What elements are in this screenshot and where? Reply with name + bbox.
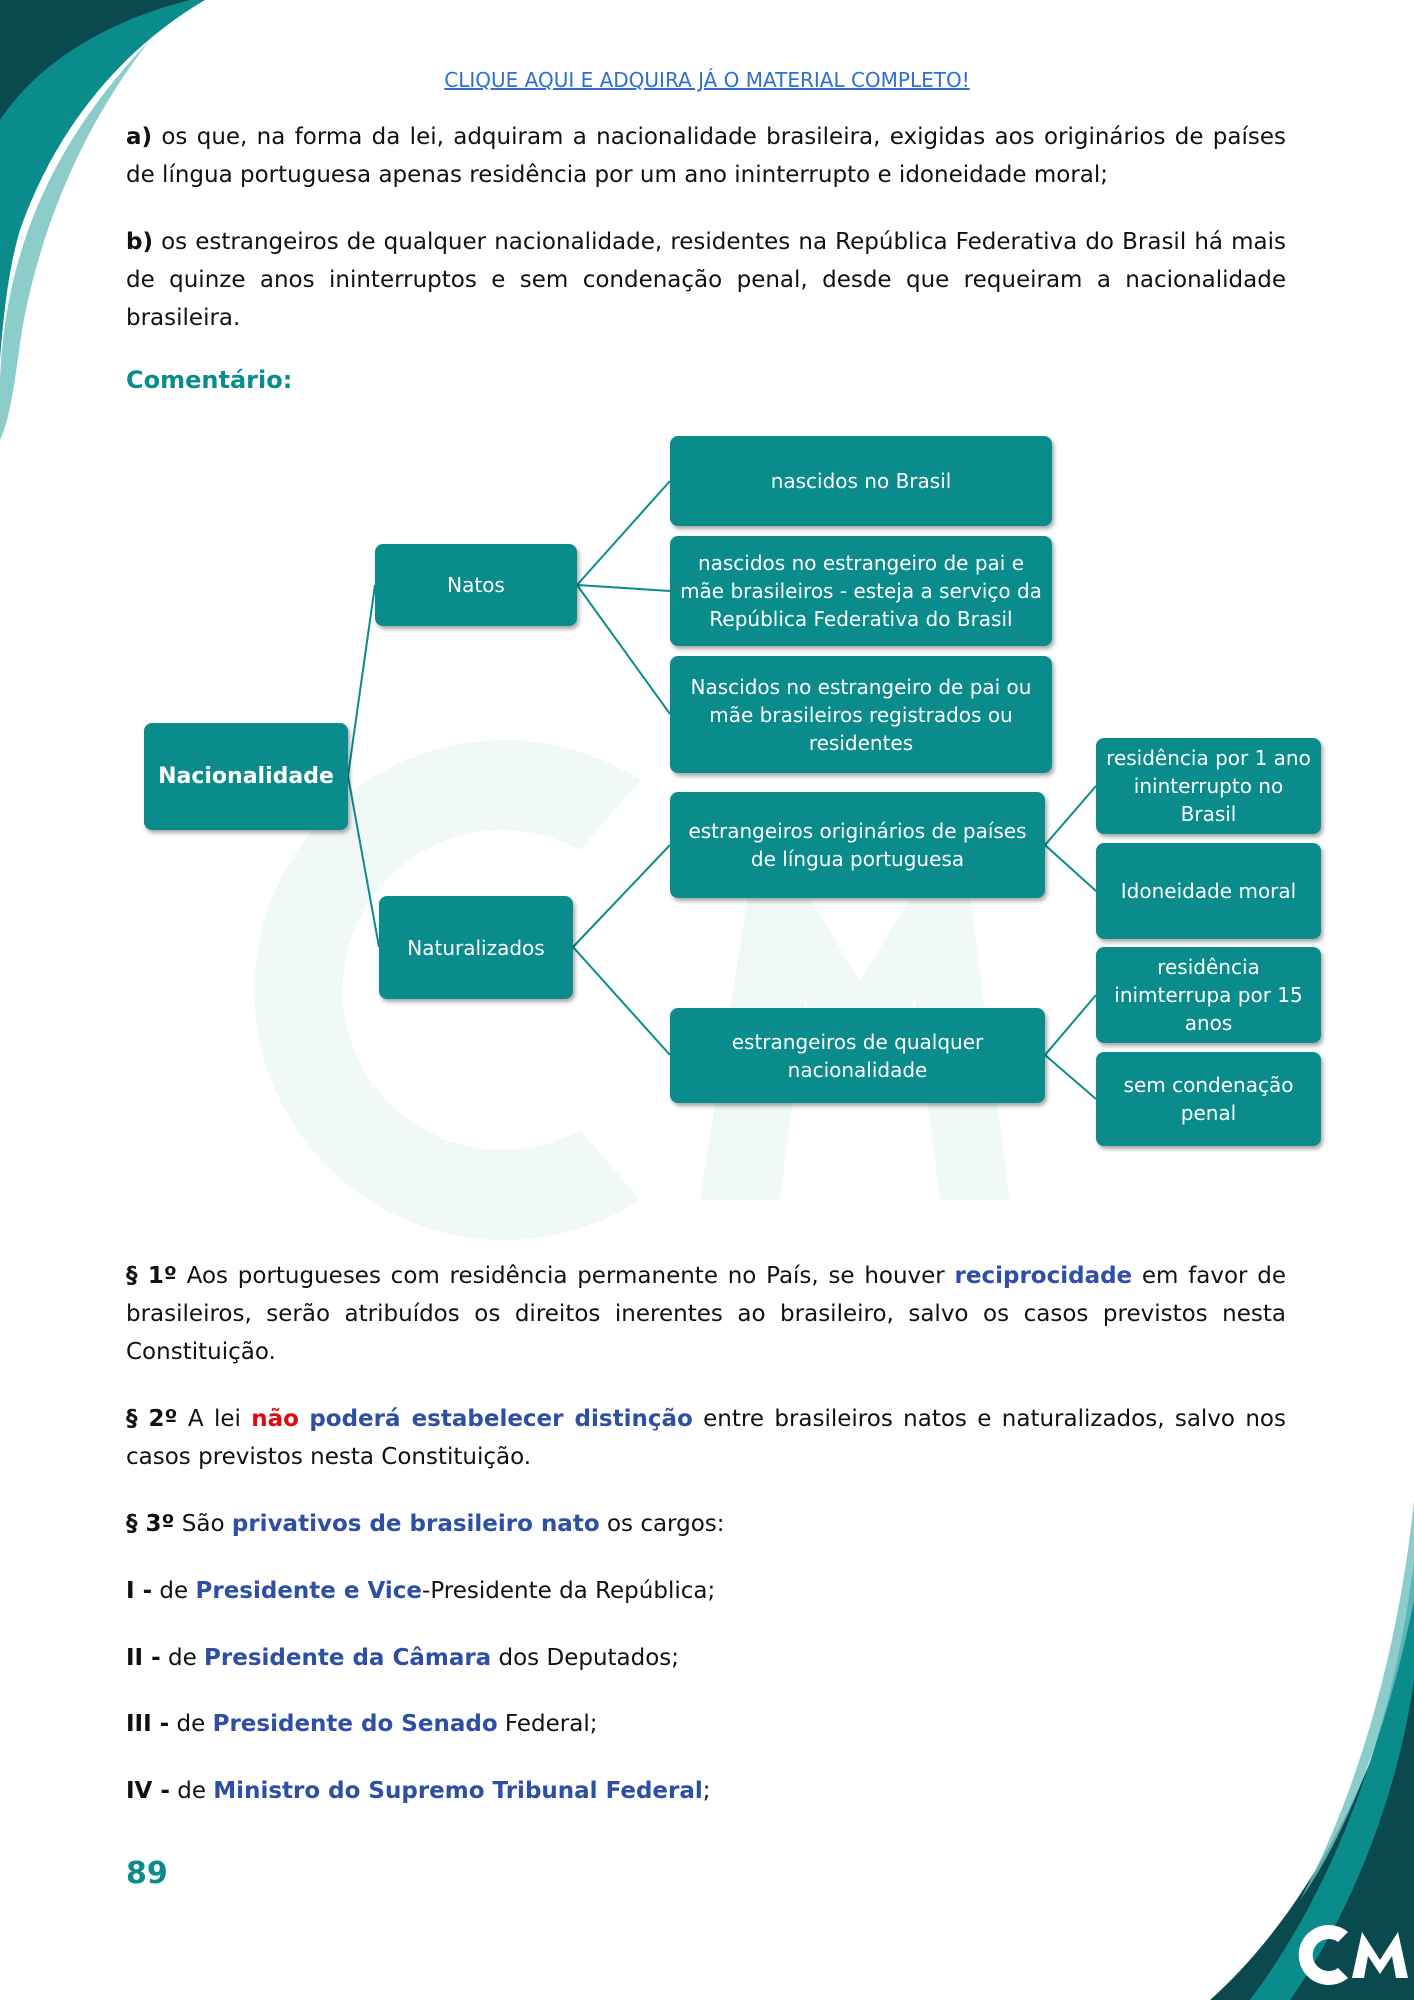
item-a-marker: a) [126,124,153,150]
node-nascidos-estrangeiro-registrados: Nascidos no estrangeiro de pai ou mãe brasileiros registrados ou residentes [670,656,1052,773]
node-sem-condenacao-penal: sem condenação penal [1096,1052,1321,1146]
paragraph-1 [126,1257,1286,1371]
node-nascidos-no-brasil: nascidos no Brasil [670,436,1052,526]
node-natos: Natos [375,544,577,626]
inciso-1-text-2: -Presidente da República; [422,1578,716,1604]
paragraph-3-highlight: privativos de brasileiro nato [231,1511,600,1537]
paragraph-2-space [299,1406,309,1432]
inciso-4-marker: IV - [126,1778,170,1804]
inciso-4-text-1: de [169,1778,214,1804]
paragraph-2-text-1: A lei [177,1406,252,1432]
inciso-3-text-2: Federal; [497,1711,598,1737]
inciso-4-text-2: ; [702,1778,711,1804]
inciso-2-highlight: Presidente da Câmara [204,1645,492,1671]
node-idoneidade-moral: Idoneidade moral [1096,843,1321,939]
paragraph-3-marker: § 3º [126,1511,175,1537]
node-naturalizados: Naturalizados [379,896,573,999]
inciso-4 [126,1772,1286,1810]
paragraph-2-highlight: poderá estabelecer distinção [309,1406,693,1432]
inciso-1-marker: I - [126,1578,153,1604]
node-residencia-1-ano: residência por 1 ano ininterrupto no Brasil [1096,738,1321,834]
node-nascidos-estrangeiro-servico: nascidos no estrangeiro de pai e mãe brasileiros - esteja a serviço da República Federativa do Brasil [670,536,1052,646]
paragraph-3 [126,1505,1286,1543]
inciso-2 [126,1639,1286,1677]
inciso-2-marker: II - [126,1645,161,1671]
inciso-1-highlight: Presidente e Vice [195,1578,423,1604]
paragraph-3-text-1: São [174,1511,232,1537]
inciso-4-highlight: Ministro do Supremo Tribunal Federal [213,1778,703,1804]
inciso-2-text-2: dos Deputados; [491,1645,680,1671]
inciso-1 [126,1572,1286,1610]
buy-material-link[interactable]: CLIQUE AQUI E ADQUIRA JÁ O MATERIAL COMPLETO! [444,68,970,92]
paragraph-1-text-1: Aos portugueses com residência permanente no País, se houver [176,1263,955,1289]
paragraph-1-marker: § 1º [126,1263,177,1289]
node-nacionalidade: Nacionalidade [144,723,348,830]
item-b [126,223,1286,337]
page-number: 89 [126,1856,168,1891]
paragraph-2-text-3: entre brasileiros natos e naturalizados, salvo nos casos previstos nesta Constituição. [126,1406,1286,1470]
item-a [126,118,1286,194]
paragraph-3-text-2: os cargos: [599,1511,725,1537]
paragraph-2-marker: § 2º [126,1406,178,1432]
inciso-3-text-1: de [169,1711,213,1737]
paragraph-2 [126,1400,1286,1476]
node-residencia-15-anos: residência inimterrupa por 15 anos [1096,947,1321,1043]
paragraph-1-text-2: em favor de brasileiros, serão atribuídos os direitos inerentes ao brasileiro, salvo os casos previstos nesta Constituição. [126,1263,1287,1365]
inciso-3 [126,1705,1286,1743]
paragraph-1-highlight: reciprocidade [954,1263,1133,1289]
comment-title: Comentário: [126,366,293,394]
inciso-2-text-1: de [160,1645,205,1671]
item-b-text: os estrangeiros de qualquer nacionalidade, residentes na República Federativa do Brasil há mais de quinze anos ininterruptos e sem condenação penal, desde que requeiram a nacionalidade brasileira. [126,229,1286,331]
item-b-marker: b) [126,229,153,255]
inciso-3-highlight: Presidente do Senado [212,1711,498,1737]
item-a-text: os que, na forma da lei, adquiram a nacionalidade brasileira, exigidas aos originários de países de língua portuguesa apenas residência por um ano ininterrupto e idoneidade moral; [126,124,1286,188]
inciso-3-marker: III - [126,1711,170,1737]
node-estrangeiros-qualquer-nacionalidade: estrangeiros de qualquer nacionalidade [670,1008,1045,1103]
node-estrangeiros-lingua-portuguesa: estrangeiros originários de países de língua portuguesa [670,792,1045,898]
paragraph-2-red: não [251,1406,299,1432]
inciso-1-text-1: de [152,1578,196,1604]
